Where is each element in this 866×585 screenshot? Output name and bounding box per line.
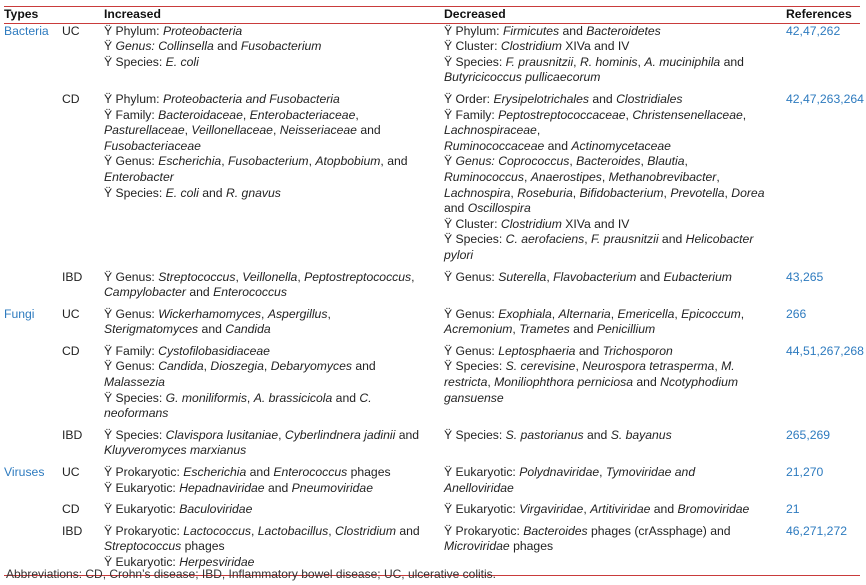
row-type-label: Viruses [4,465,45,480]
decreased-line: Ÿ Species: C. aerofaciens, F. prausnitzii and Helicobacter [444,232,754,247]
table-row [4,502,860,524]
decreased-cell [444,344,786,428]
decreased-line: Lachnospiraceae, [444,123,541,138]
increased-line: Ÿ Species: Clavispora lusitaniae, Cyberlindnera jadinii and [104,427,420,442]
decreased-line: Ÿ Species: S. pastorianus and S. bayanus [444,427,672,442]
table-caption: Abbreviations: CD, Crohn’s disease; IBD, Inflammatory bowel disease; UC, ulcerative colitis. [6,567,496,581]
increased-line: Ÿ Phylum: Proteobacteria [104,23,243,38]
decreased-line: Ÿ Eukaryotic: Virgaviridae, Artitiviridae and Bromoviridae [444,502,750,517]
increased-cell [104,92,444,270]
table-row [4,465,860,502]
decreased-cell [444,307,786,344]
increased-cell [104,270,444,307]
increased-line: Ÿ Genus: Collinsella and Fusobacterium [104,39,322,54]
decreased-line: Ruminococcus, Anaerostipes, Methanobrevibacter, [444,169,720,184]
decreased-line: Ÿ Cluster: Clostridium XIVa and IV [444,39,630,54]
increased-line: Ÿ Species: E. coli [104,54,199,69]
reference-link[interactable]: 46,271,272 [786,524,860,575]
header-increased: Increased [104,7,444,24]
increased-line: Campylobacter and Enterococcus [104,285,287,300]
decreased-line: Ÿ Species: F. prausnitzii, R. hominis, A. muciniphila and [444,54,744,69]
increased-line: Malassezia [104,375,165,390]
row-type-label [4,502,62,524]
decreased-line: Ÿ Eukaryotic: Polydnaviridae, Tymoviridae and [444,465,696,480]
increased-line: Enterobacter [104,169,174,184]
increased-line: Ÿ Genus: Candida, Dioszegia, Debaryomyces and [104,359,376,374]
row-disease-label: IBD [62,524,104,575]
header-types: Types [4,7,62,24]
reference-link[interactable]: 44,51,267,268 [786,343,864,358]
row-disease-label: UC [62,465,80,480]
increased-line: Ÿ Eukaryotic: Baculoviridae [104,502,253,517]
table-row [4,270,860,307]
decreased-line: pylori [444,247,474,262]
increased-line: Fusobacteriaceae [104,138,201,153]
decreased-cell [444,428,786,465]
row-disease-label: UC [62,23,80,38]
table-body [4,23,864,575]
increased-cell [104,344,444,428]
row-disease-label: CD [62,91,80,106]
reference-link[interactable]: 42,47,263,264 [786,91,864,106]
increased-line: neoformans [104,406,169,421]
row-disease-label: IBD [62,427,83,442]
decreased-cell [444,23,786,92]
row-type-label [4,92,62,270]
decreased-line: Ÿ Prokaryotic: Bacteroides phages (crAssphage) and [444,523,731,538]
increased-line: Ÿ Species: G. moniliformis, A. brassicicola and C. [104,390,372,405]
row-type-label [4,428,62,465]
increased-line: Ÿ Phylum: Proteobacteria and Fusobacteria [104,91,340,106]
decreased-cell [444,502,786,524]
decreased-line: Lachnospira, Roseburia, Bifidobacterium, Prevotella, Dorea [444,185,765,200]
header-decreased: Decreased [444,7,786,24]
reference-link[interactable]: 266 [786,306,807,321]
decreased-line: Microviridae phages [444,539,554,554]
increased-line: Ÿ Species: E. coli and R. gnavus [104,185,281,200]
row-disease-label: CD [62,502,80,517]
decreased-line: Ÿ Species: S. cerevisine, Neurospora tetrasperma, M. [444,359,735,374]
decreased-line: Ÿ Genus: Coprococcus, Bacteroides, Blautia, [444,154,688,169]
increased-line: Kluyveromyces marxianus [104,443,247,458]
table-row [4,428,860,465]
decreased-line: Ÿ Order: Erysipelotrichales and Clostridiales [444,91,683,106]
row-type-label [4,344,62,428]
reference-link[interactable]: 43,265 [786,269,824,284]
decreased-line: Ÿ Phylum: Firmicutes and Bacteroidetes [444,23,661,38]
microbiome-table [4,6,864,576]
increased-line: Pasturellaceae, Veillonellaceae, Neisseriaceae and [104,123,381,138]
increased-cell [104,23,444,92]
header-references: References [786,7,860,24]
increased-cell [104,465,444,502]
decreased-line: Ÿ Genus: Leptosphaeria and Trichosporon [444,343,673,358]
increased-line: Ÿ Genus: Escherichia, Fusobacterium, Atopbobium, and [104,154,408,169]
reference-link[interactable]: 265,269 [786,427,831,442]
table-header [4,7,860,24]
increased-cell [104,307,444,344]
decreased-line: Ÿ Genus: Exophiala, Alternaria, Emericella, Epicoccum, [444,306,745,321]
table-row [4,92,860,270]
decreased-line: Butyricicoccus pullicaecorum [444,70,601,85]
table-row [4,344,860,428]
reference-link[interactable]: 21,270 [786,465,824,480]
decreased-cell [444,270,786,307]
increased-line: Sterigmatomyces and Candida [104,322,271,337]
row-type-label [4,270,62,307]
increased-line: Streptococcus phages [104,539,225,554]
increased-line: Ÿ Eukaryotic: Hepadnaviridae and Pneumoviridae [104,480,373,495]
increased-line: Ÿ Prokaryotic: Escherichia and Enterococcus phages [104,465,391,480]
row-disease-label: CD [62,343,80,358]
table-row [4,23,860,92]
decreased-line: restricta, Moniliophthora perniciosa and Ncotyphodium [444,375,739,390]
decreased-cell [444,465,786,502]
row-type-label: Bacteria [4,23,49,38]
decreased-line: gansuense [444,390,504,405]
decreased-line: Ÿ Cluster: Clostridium XIVa and IV [444,216,630,231]
decreased-line: and Oscillospira [444,201,531,216]
header-subtype [62,7,104,24]
increased-line: Ÿ Prokaryotic: Lactococcus, Lactobacillus, Clostridium and [104,523,420,538]
row-disease-label: UC [62,306,80,321]
decreased-cell [444,92,786,270]
decreased-line: Ruminococcaceae and Actinomycetaceae [444,138,671,153]
decreased-line: Anelloviridae [444,480,514,495]
increased-cell [104,428,444,465]
increased-line: Ÿ Genus: Streptococcus, Veillonella, Peptostreptococcus, [104,269,415,284]
increased-line: Ÿ Family: Bacteroidaceae, Enterobacteriaceae, [104,107,359,122]
increased-cell [104,502,444,524]
decreased-line: Ÿ Genus: Suterella, Flavobacterium and Eubacterium [444,269,732,284]
decreased-line: Acremonium, Trametes and Penicillium [444,322,656,337]
increased-line: Ÿ Genus: Wickerhamomyces, Aspergillus, [104,306,331,321]
decreased-line: Ÿ Family: Peptostreptococcaceae, Christensenellaceae, [444,107,747,122]
increased-line: Ÿ Family: Cystofilobasidiaceae [104,343,270,358]
row-type-label: Fungi [4,306,35,321]
reference-link[interactable]: 42,47,262 [786,23,841,38]
reference-link[interactable]: 21 [786,502,800,517]
row-disease-label: IBD [62,269,83,284]
table-row [4,307,860,344]
increased-line: Ÿ Eukaryotic: Herpesviridae [104,555,255,569]
